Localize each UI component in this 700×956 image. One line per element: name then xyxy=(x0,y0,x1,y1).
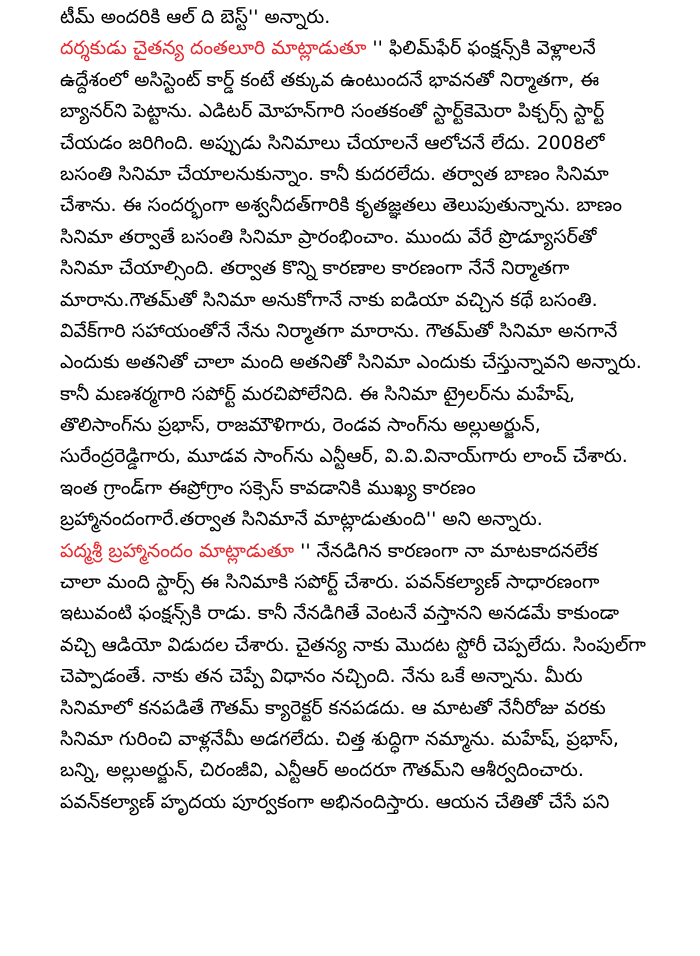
article-line xyxy=(60,473,688,504)
article-line xyxy=(60,787,688,818)
article-line xyxy=(60,222,688,253)
article-line xyxy=(60,316,688,347)
article-text: బ్యానర్‌ని పెట్టాను. ఎడిటర్ మోహన్‌గారి సంతకంతో స్టార్ట్‌కెమెరా పిక్చర్స్ స్టార్ట్ xyxy=(60,100,605,123)
article-line xyxy=(60,379,688,410)
article-text: సినిమా చేయాల్సింది. తర్వాత కొన్ని కారణాల కారణంగా నేనే నిర్మాతగా xyxy=(60,257,570,280)
article-line xyxy=(60,410,688,441)
article-line xyxy=(60,724,688,755)
speaker-heading: పద్మశ్రీ బ్రహ్మానందం మాట్లాడుతూ xyxy=(60,539,295,562)
article-text: టీమ్ అందరికి ఆల్ ది బెస్ట్'' అన్నారు. xyxy=(60,6,331,28)
article-text: చేశాను. ఈ సందర్భంగా అశ్వనీదత్‌గారికి కృతజ్ఞతలు తెలుపుతున్నాను. బాణం xyxy=(60,194,623,217)
article-text: కానీ మణశర్మగారి సపోర్ట్ మరచిపోలేనిది. ఈ సినిమా ట్రైలర్‌ను మహేష్, xyxy=(60,382,576,405)
article-line xyxy=(60,693,688,724)
article-text: వచ్చి ఆడియో విడుదల చేశారు. చైతన్య నాకు మొదట స్టోరీ చెప్పలేదు. సింపుల్‌గా xyxy=(60,633,646,656)
article-text: పవన్‌కల్యాణ్ హృదయ పూర్వకంగా అభినందిస్తారు. ఆయన చేతితో చేసే పని xyxy=(60,790,610,813)
article-text: ఇంత గ్రాండ్‌గా ఈప్రోగ్రాం సక్సెస్ కావడానికి ముఖ్య కారణం xyxy=(60,476,476,499)
article-text: సినిమా గురించి వాళ్లనేమీ అడగలేదు. చిత్త శుద్ధిగా నమ్మాను. మహేష్, ప్రభాస్, xyxy=(60,727,619,750)
speaker-heading: దర్శకుడు చైతన్య దంతలూరి మాట్లాడుతూ xyxy=(60,37,367,60)
article-line xyxy=(60,128,688,159)
article-text: '' నేనడిగిన కారణంగా నా మాటకాదనలేక xyxy=(294,539,598,562)
article-line xyxy=(60,347,688,378)
article-line xyxy=(60,504,688,535)
article-text: బన్ని, అల్లుఅర్జున్, చిరంజీవి, ఎన్టీఆర్ అందరూ గౌతమ్‌ని ఆశీర్వదించారు. xyxy=(60,759,584,782)
article-line xyxy=(60,2,688,33)
article-line xyxy=(60,441,688,472)
article-text: సురేంద్రరెడ్డిగారు, మూడవ సాంగ్‌ను ఎన్టీఆర్, వి.వి.వినాయ్‌గారు లాంచ్ చేశారు. xyxy=(60,445,628,468)
article-line xyxy=(60,598,688,629)
article-text: ఇటువంటి ఫంక్షన్స్‌కి రాడు. కానీ నేనడిగితే వెంటనే వస్తానని అనడమే కాకుండా xyxy=(60,602,619,625)
article-text: '' ఫిలిమ్‌ఫేర్ ఫంక్షన్స్‌కి వెళ్లాలనే xyxy=(366,37,596,60)
article-text: మారాను.గౌతమ్‌తో సినిమా అనుకోగానే నాకు ఐడియా వచ్చిన కథే బసంతి. xyxy=(60,288,598,311)
article-line xyxy=(60,285,688,316)
article-text: సినిమాలో కనపడితే గౌతమ్ క్యారెక్టర్ కనపడదు. ఆ మాటతో నేనీరోజు వరకు xyxy=(60,696,606,719)
article-line xyxy=(60,65,688,96)
article-text: ఉద్దేశంలో అసిస్టెంట్ కార్డ్ కంటే తక్కువ ఉంటుందనే భావనతో నిర్మాతగా, ఈ xyxy=(60,68,600,91)
article-line xyxy=(60,630,688,661)
article-text: సినిమా తర్వాతే బసంతి సినిమా ప్రారంభించాం. ముందు వేరే ప్రొడ్యూసర్‌తో xyxy=(60,225,597,248)
article-text: చెప్పాడంతే. నాకు తన చెప్పే విధానం నచ్చింది. నేను ఒకే అన్నాను. మీరు xyxy=(60,665,583,688)
article-line xyxy=(60,755,688,786)
article-line xyxy=(60,253,688,284)
article-text: చాలా మంది స్టార్స్ ఈ సినిమాకి సపోర్ట్ చేశారు. పవన్‌కల్యాణ్ సాధారణంగా xyxy=(60,571,600,594)
article-text: బ్రహ్మానందంగారే.తర్వాత సినిమానే మాట్లాడుతుంది'' అని అన్నారు. xyxy=(60,508,543,531)
article-text: బసంతి సినిమా చేయాలనుకున్నాం. కానీ కుదరలేదు. తర్వాత బాణం సినిమా xyxy=(60,162,609,185)
article-line xyxy=(60,536,688,567)
article-line xyxy=(60,661,688,692)
article-line xyxy=(60,33,688,64)
article-line xyxy=(60,159,688,190)
article-text: చేయడం జరిగింది. అప్పుడు సినిమాలు చేయాలనే ఆలోచనే లేదు. 2008లో xyxy=(60,131,605,154)
article-line xyxy=(60,96,688,127)
article-text: ఎందుకు అతనితో చాలా మంది అతనితో సినిమా ఎందుకు చేస్తున్నావని అన్నారు. xyxy=(60,351,642,374)
article-text: తొలిసాంగ్‌ను ప్రభాస్, రాజమౌళిగారు, రెండవ సాంగ్‌ను అల్లుఅర్జున్, xyxy=(60,414,541,437)
article-line xyxy=(60,190,688,221)
article-line xyxy=(60,567,688,598)
article-text: వివేక్‌గారి సహాయంతోనే నేను నిర్మాతగా మారాను. గౌతమ్‌తో సినిమా అనగానే xyxy=(60,319,618,342)
